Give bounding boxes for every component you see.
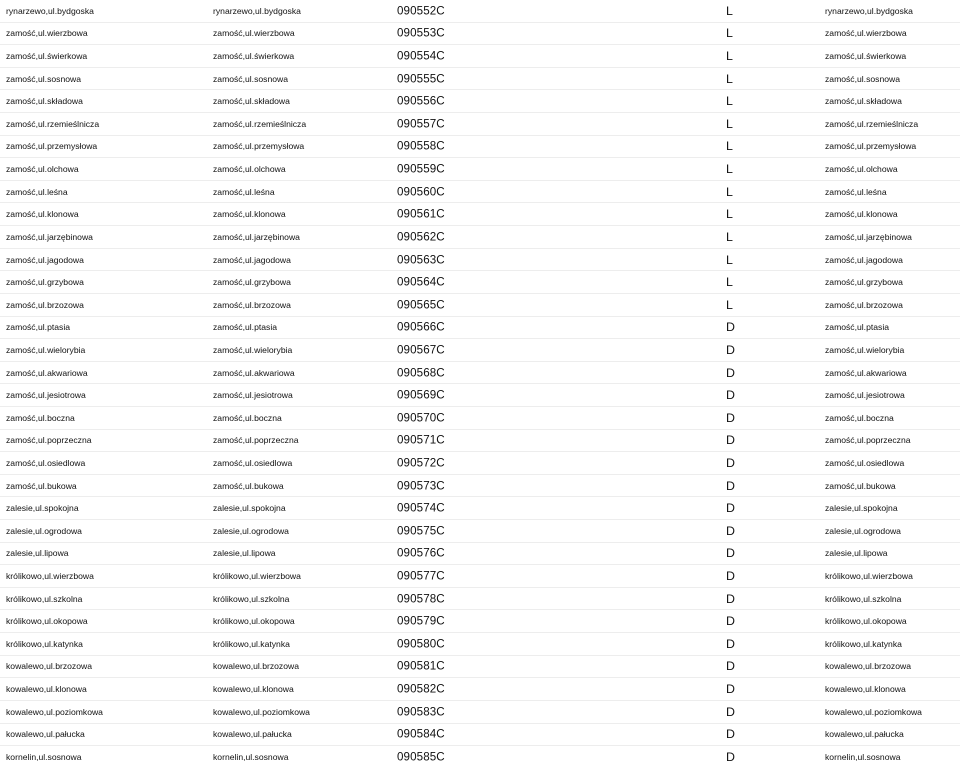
location-duplicate-cell: królikowo,ul.wierzbowa (213, 571, 301, 582)
code-cell: 090568C (397, 366, 445, 380)
location-cell: królikowo,ul.okopowa (6, 616, 88, 627)
location-repeat-cell: zamość,ul.brzozowa (825, 299, 903, 310)
location-cell: zamość,ul.leśna (6, 186, 68, 197)
location-cell: zamość,ul.jesiotrowa (6, 390, 86, 401)
location-repeat-cell: zalesie,ul.lipowa (825, 548, 888, 559)
location-duplicate-cell: zamość,ul.świerkowa (213, 51, 295, 62)
location-cell: zalesie,ul.lipowa (6, 548, 69, 559)
location-duplicate-cell: zamość,ul.boczna (213, 412, 282, 423)
table-row (0, 610, 960, 633)
table-row (0, 90, 960, 113)
code-cell: 090580C (397, 637, 445, 651)
location-repeat-cell: zamość,ul.przemysłowa (825, 141, 917, 152)
code-cell: 090579C (397, 614, 445, 628)
code-cell: 090576C (397, 546, 445, 560)
code-cell: 090574C (397, 501, 445, 515)
location-duplicate-cell: zamość,ul.klonowa (213, 209, 286, 220)
table-row (0, 271, 960, 294)
type-cell: D (726, 433, 735, 448)
type-cell: L (726, 71, 733, 86)
location-cell: zamość,ul.bukowa (6, 480, 77, 491)
location-cell: zamość,ul.klonowa (6, 209, 79, 220)
location-repeat-cell: rynarzewo,ul.bydgoska (825, 5, 913, 16)
location-duplicate-cell: kowalewo,ul.klonowa (213, 684, 294, 695)
location-duplicate-cell: królikowo,ul.katynka (213, 638, 290, 649)
code-cell: 090567C (397, 343, 445, 357)
location-cell: zamość,ul.poprzeczna (6, 435, 92, 446)
location-repeat-cell: zamość,ul.jesiotrowa (825, 390, 905, 401)
code-cell: 090584C (397, 727, 445, 741)
table-row (0, 430, 960, 453)
location-duplicate-cell: zamość,ul.składowa (213, 96, 290, 107)
location-repeat-cell: zamość,ul.boczna (825, 412, 894, 423)
location-cell: kowalewo,ul.poziomkowa (6, 706, 103, 717)
location-duplicate-cell: zamość,ul.grzybowa (213, 277, 291, 288)
location-repeat-cell: zamość,ul.olchowa (825, 164, 898, 175)
location-duplicate-cell: królikowo,ul.szkolna (213, 593, 290, 604)
table-row (0, 23, 960, 46)
table-row (0, 339, 960, 362)
type-cell: L (726, 275, 733, 290)
location-duplicate-cell: kowalewo,ul.brzozowa (213, 661, 299, 672)
table-row (0, 678, 960, 701)
location-cell: zalesie,ul.ogrodowa (6, 525, 82, 536)
location-repeat-cell: kowalewo,ul.pałucka (825, 729, 904, 740)
location-cell: zamość,ul.rzemieślnicza (6, 118, 100, 129)
location-repeat-cell: królikowo,ul.katynka (825, 638, 902, 649)
type-cell: D (726, 704, 735, 719)
code-cell: 090569C (397, 388, 445, 402)
location-cell: zalesie,ul.spokojna (6, 503, 79, 514)
type-cell: L (726, 229, 733, 244)
location-cell: zamość,ul.jagodowa (6, 254, 84, 265)
table-row (0, 746, 960, 768)
table-row (0, 113, 960, 136)
location-cell: kowalewo,ul.klonowa (6, 684, 87, 695)
location-repeat-cell: zalesie,ul.spokojna (825, 503, 898, 514)
location-cell: zamość,ul.grzybowa (6, 277, 84, 288)
location-duplicate-cell: zamość,ul.olchowa (213, 164, 286, 175)
location-cell: rynarzewo,ul.bydgoska (6, 5, 94, 16)
location-repeat-cell: zamość,ul.sosnowa (825, 73, 900, 84)
location-cell: zamość,ul.ptasia (6, 322, 71, 333)
type-cell: L (726, 252, 733, 267)
location-duplicate-cell: zamość,ul.jarzębinowa (213, 231, 300, 242)
type-cell: D (726, 320, 735, 335)
type-cell: D (726, 455, 735, 470)
location-repeat-cell: kornelin,ul.sosnowa (825, 751, 901, 762)
code-cell: 090582C (397, 682, 445, 696)
type-cell: L (726, 207, 733, 222)
type-cell: L (726, 139, 733, 154)
location-duplicate-cell: zamość,ul.jesiotrowa (213, 390, 293, 401)
location-duplicate-cell: zamość,ul.poprzeczna (213, 435, 299, 446)
table-row (0, 407, 960, 430)
type-cell: L (726, 94, 733, 109)
table-row (0, 497, 960, 520)
location-duplicate-cell: kowalewo,ul.pałucka (213, 729, 292, 740)
location-repeat-cell: królikowo,ul.szkolna (825, 593, 902, 604)
code-cell: 090575C (397, 524, 445, 538)
location-repeat-cell: zalesie,ul.ogrodowa (825, 525, 901, 536)
table-row (0, 656, 960, 679)
location-duplicate-cell: zamość,ul.rzemieślnicza (213, 118, 307, 129)
location-cell: zamość,ul.olchowa (6, 164, 79, 175)
location-cell: zamość,ul.składowa (6, 96, 83, 107)
code-cell: 090560C (397, 185, 445, 199)
location-cell: zamość,ul.boczna (6, 412, 75, 423)
location-duplicate-cell: królikowo,ul.okopowa (213, 616, 295, 627)
code-cell: 090566C (397, 320, 445, 334)
table-row (0, 701, 960, 724)
code-cell: 090564C (397, 275, 445, 289)
location-repeat-cell: zamość,ul.poprzeczna (825, 435, 911, 446)
code-cell: 090556C (397, 94, 445, 108)
type-cell: D (726, 478, 735, 493)
code-cell: 090581C (397, 659, 445, 673)
location-repeat-cell: zamość,ul.jarzębinowa (825, 231, 912, 242)
location-duplicate-cell: zamość,ul.sosnowa (213, 73, 288, 84)
type-cell: D (726, 659, 735, 674)
location-cell: kowalewo,ul.pałucka (6, 729, 85, 740)
location-duplicate-cell: zamość,ul.jagodowa (213, 254, 291, 265)
type-cell: D (726, 727, 735, 742)
type-cell: D (726, 410, 735, 425)
type-cell: D (726, 501, 735, 516)
location-repeat-cell: królikowo,ul.okopowa (825, 616, 907, 627)
location-cell: zamość,ul.świerkowa (6, 51, 88, 62)
location-repeat-cell: zamość,ul.składowa (825, 96, 902, 107)
location-cell: zamość,ul.jarzębinowa (6, 231, 93, 242)
code-cell: 090570C (397, 411, 445, 425)
location-repeat-cell: zamość,ul.wierzbowa (825, 28, 907, 39)
table-row (0, 384, 960, 407)
location-repeat-cell: zamość,ul.akwariowa (825, 367, 907, 378)
location-duplicate-cell: zamość,ul.wielorybia (213, 344, 293, 355)
table-row (0, 543, 960, 566)
location-repeat-cell: kowalewo,ul.brzozowa (825, 661, 911, 672)
type-cell: D (726, 591, 735, 606)
type-cell: D (726, 546, 735, 561)
location-cell: zamość,ul.akwariowa (6, 367, 88, 378)
location-duplicate-cell: zamość,ul.bukowa (213, 480, 284, 491)
type-cell: D (726, 523, 735, 538)
location-repeat-cell: zamość,ul.leśna (825, 186, 887, 197)
table-row (0, 249, 960, 272)
table-row (0, 475, 960, 498)
table-row (0, 317, 960, 340)
code-cell: 090585C (397, 750, 445, 764)
table-row (0, 452, 960, 475)
code-cell: 090552C (397, 4, 445, 18)
location-repeat-cell: zamość,ul.wielorybia (825, 344, 905, 355)
code-cell: 090559C (397, 162, 445, 176)
location-cell: zamość,ul.przemysłowa (6, 141, 98, 152)
type-cell: L (726, 297, 733, 312)
table-row (0, 45, 960, 68)
type-cell: D (726, 342, 735, 357)
type-cell: L (726, 184, 733, 199)
code-cell: 090557C (397, 117, 445, 131)
location-duplicate-cell: zamość,ul.akwariowa (213, 367, 295, 378)
type-cell: D (726, 682, 735, 697)
code-cell: 090558C (397, 139, 445, 153)
table-row (0, 136, 960, 159)
location-duplicate-cell: zamość,ul.osiedlowa (213, 457, 293, 468)
location-repeat-cell: zamość,ul.klonowa (825, 209, 898, 220)
location-repeat-cell: zamość,ul.jagodowa (825, 254, 903, 265)
table-row (0, 0, 960, 23)
table-row (0, 158, 960, 181)
location-cell: zamość,ul.wierzbowa (6, 28, 88, 39)
location-repeat-cell: kowalewo,ul.poziomkowa (825, 706, 922, 717)
location-duplicate-cell: zalesie,ul.lipowa (213, 548, 276, 559)
type-cell: L (726, 116, 733, 131)
location-duplicate-cell: kornelin,ul.sosnowa (213, 751, 289, 762)
type-cell: D (726, 569, 735, 584)
location-cell: zamość,ul.osiedlowa (6, 457, 86, 468)
type-cell: L (726, 49, 733, 64)
location-duplicate-cell: zamość,ul.brzozowa (213, 299, 291, 310)
code-cell: 090571C (397, 433, 445, 447)
type-cell: L (726, 162, 733, 177)
table-row (0, 226, 960, 249)
location-repeat-cell: królikowo,ul.wierzbowa (825, 571, 913, 582)
code-cell: 090565C (397, 298, 445, 312)
location-duplicate-cell: kowalewo,ul.poziomkowa (213, 706, 310, 717)
location-duplicate-cell: zamość,ul.leśna (213, 186, 275, 197)
code-cell: 090554C (397, 49, 445, 63)
code-cell: 090562C (397, 230, 445, 244)
code-cell: 090583C (397, 705, 445, 719)
type-cell: L (726, 3, 733, 18)
type-cell: L (726, 26, 733, 41)
location-repeat-cell: zamość,ul.świerkowa (825, 51, 907, 62)
location-cell: królikowo,ul.katynka (6, 638, 83, 649)
code-cell: 090553C (397, 26, 445, 40)
location-cell: kowalewo,ul.brzozowa (6, 661, 92, 672)
code-cell: 090555C (397, 72, 445, 86)
location-duplicate-cell: zamość,ul.ptasia (213, 322, 278, 333)
code-cell: 090561C (397, 207, 445, 221)
table-row (0, 520, 960, 543)
code-cell: 090578C (397, 592, 445, 606)
table-row (0, 588, 960, 611)
location-duplicate-cell: zalesie,ul.ogrodowa (213, 525, 289, 536)
location-duplicate-cell: zalesie,ul.spokojna (213, 503, 286, 514)
table-row (0, 362, 960, 385)
table-row (0, 633, 960, 656)
table-row (0, 203, 960, 226)
type-cell: D (726, 365, 735, 380)
location-repeat-cell: kowalewo,ul.klonowa (825, 684, 906, 695)
location-repeat-cell: zamość,ul.bukowa (825, 480, 896, 491)
code-cell: 090573C (397, 479, 445, 493)
location-cell: zamość,ul.sosnowa (6, 73, 81, 84)
table-row (0, 181, 960, 204)
table-row (0, 294, 960, 317)
location-cell: królikowo,ul.wierzbowa (6, 571, 94, 582)
location-repeat-cell: zamość,ul.osiedlowa (825, 457, 905, 468)
type-cell: D (726, 614, 735, 629)
table-row (0, 68, 960, 91)
location-cell: zamość,ul.brzozowa (6, 299, 84, 310)
type-cell: D (726, 749, 735, 764)
table-row (0, 724, 960, 747)
location-repeat-cell: zamość,ul.grzybowa (825, 277, 903, 288)
code-cell: 090563C (397, 253, 445, 266)
location-cell: zamość,ul.wielorybia (6, 344, 86, 355)
location-duplicate-cell: zamość,ul.przemysłowa (213, 141, 305, 152)
code-cell: 090577C (397, 569, 445, 583)
location-duplicate-cell: zamość,ul.wierzbowa (213, 28, 295, 39)
code-cell: 090572C (397, 456, 445, 470)
type-cell: D (726, 636, 735, 651)
location-cell: kornelin,ul.sosnowa (6, 751, 82, 762)
location-duplicate-cell: rynarzewo,ul.bydgoska (213, 5, 301, 16)
location-repeat-cell: zamość,ul.ptasia (825, 322, 890, 333)
type-cell: D (726, 388, 735, 403)
location-repeat-cell: zamość,ul.rzemieślnicza (825, 118, 919, 129)
table-row (0, 565, 960, 588)
location-cell: królikowo,ul.szkolna (6, 593, 83, 604)
